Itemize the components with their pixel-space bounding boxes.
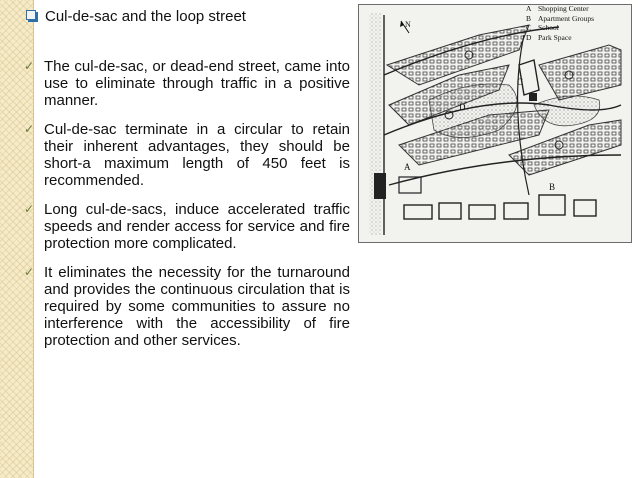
slide-heading-text: Cul-de-sac and the loop street [45,8,246,25]
bullet-list [24,58,350,361]
map-label-d: D [459,102,466,112]
map-label-b: B [549,182,556,192]
map-legend [526,4,636,42]
legend-row: B Apartment Groups [526,13,595,23]
checkmark-icon: ✓ [24,202,35,216]
checkmark-icon: ✓ [24,265,35,279]
bullet-text: Cul-de-sac terminate in a circular to retain their inherent advantages, they should be short-a maximum length of 450 feet is recommended. [44,121,350,189]
list-item [24,201,350,252]
north-label: N [405,20,411,29]
legend-row: D Park Space [526,32,572,42]
legend-row: C School [526,23,559,32]
bullet-text: The cul-de-sac, or dead-end street, came into use to eliminate through traffic in a positive manner. [44,58,350,109]
checkmark-icon: ✓ [24,59,35,73]
list-item [24,121,350,189]
map-label-c: C [517,77,524,87]
square-bullet-icon [26,10,36,20]
list-item [24,58,350,109]
bullet-text: Long cul-de-sacs, induce accelerated traffic speeds and render access for service and fire protection more complicated. [44,201,350,252]
checkmark-icon: ✓ [24,122,35,136]
slide-heading [22,8,342,26]
legend-row: A Shopping Center [526,4,589,13]
bullet-text: It eliminates the necessity for the turnaround and provides the continuous circulation that is required by some communities to assure no interference with the accessibility of fire protection and other services. [44,264,350,349]
map-label-a: A [404,162,411,172]
list-item [24,264,350,349]
